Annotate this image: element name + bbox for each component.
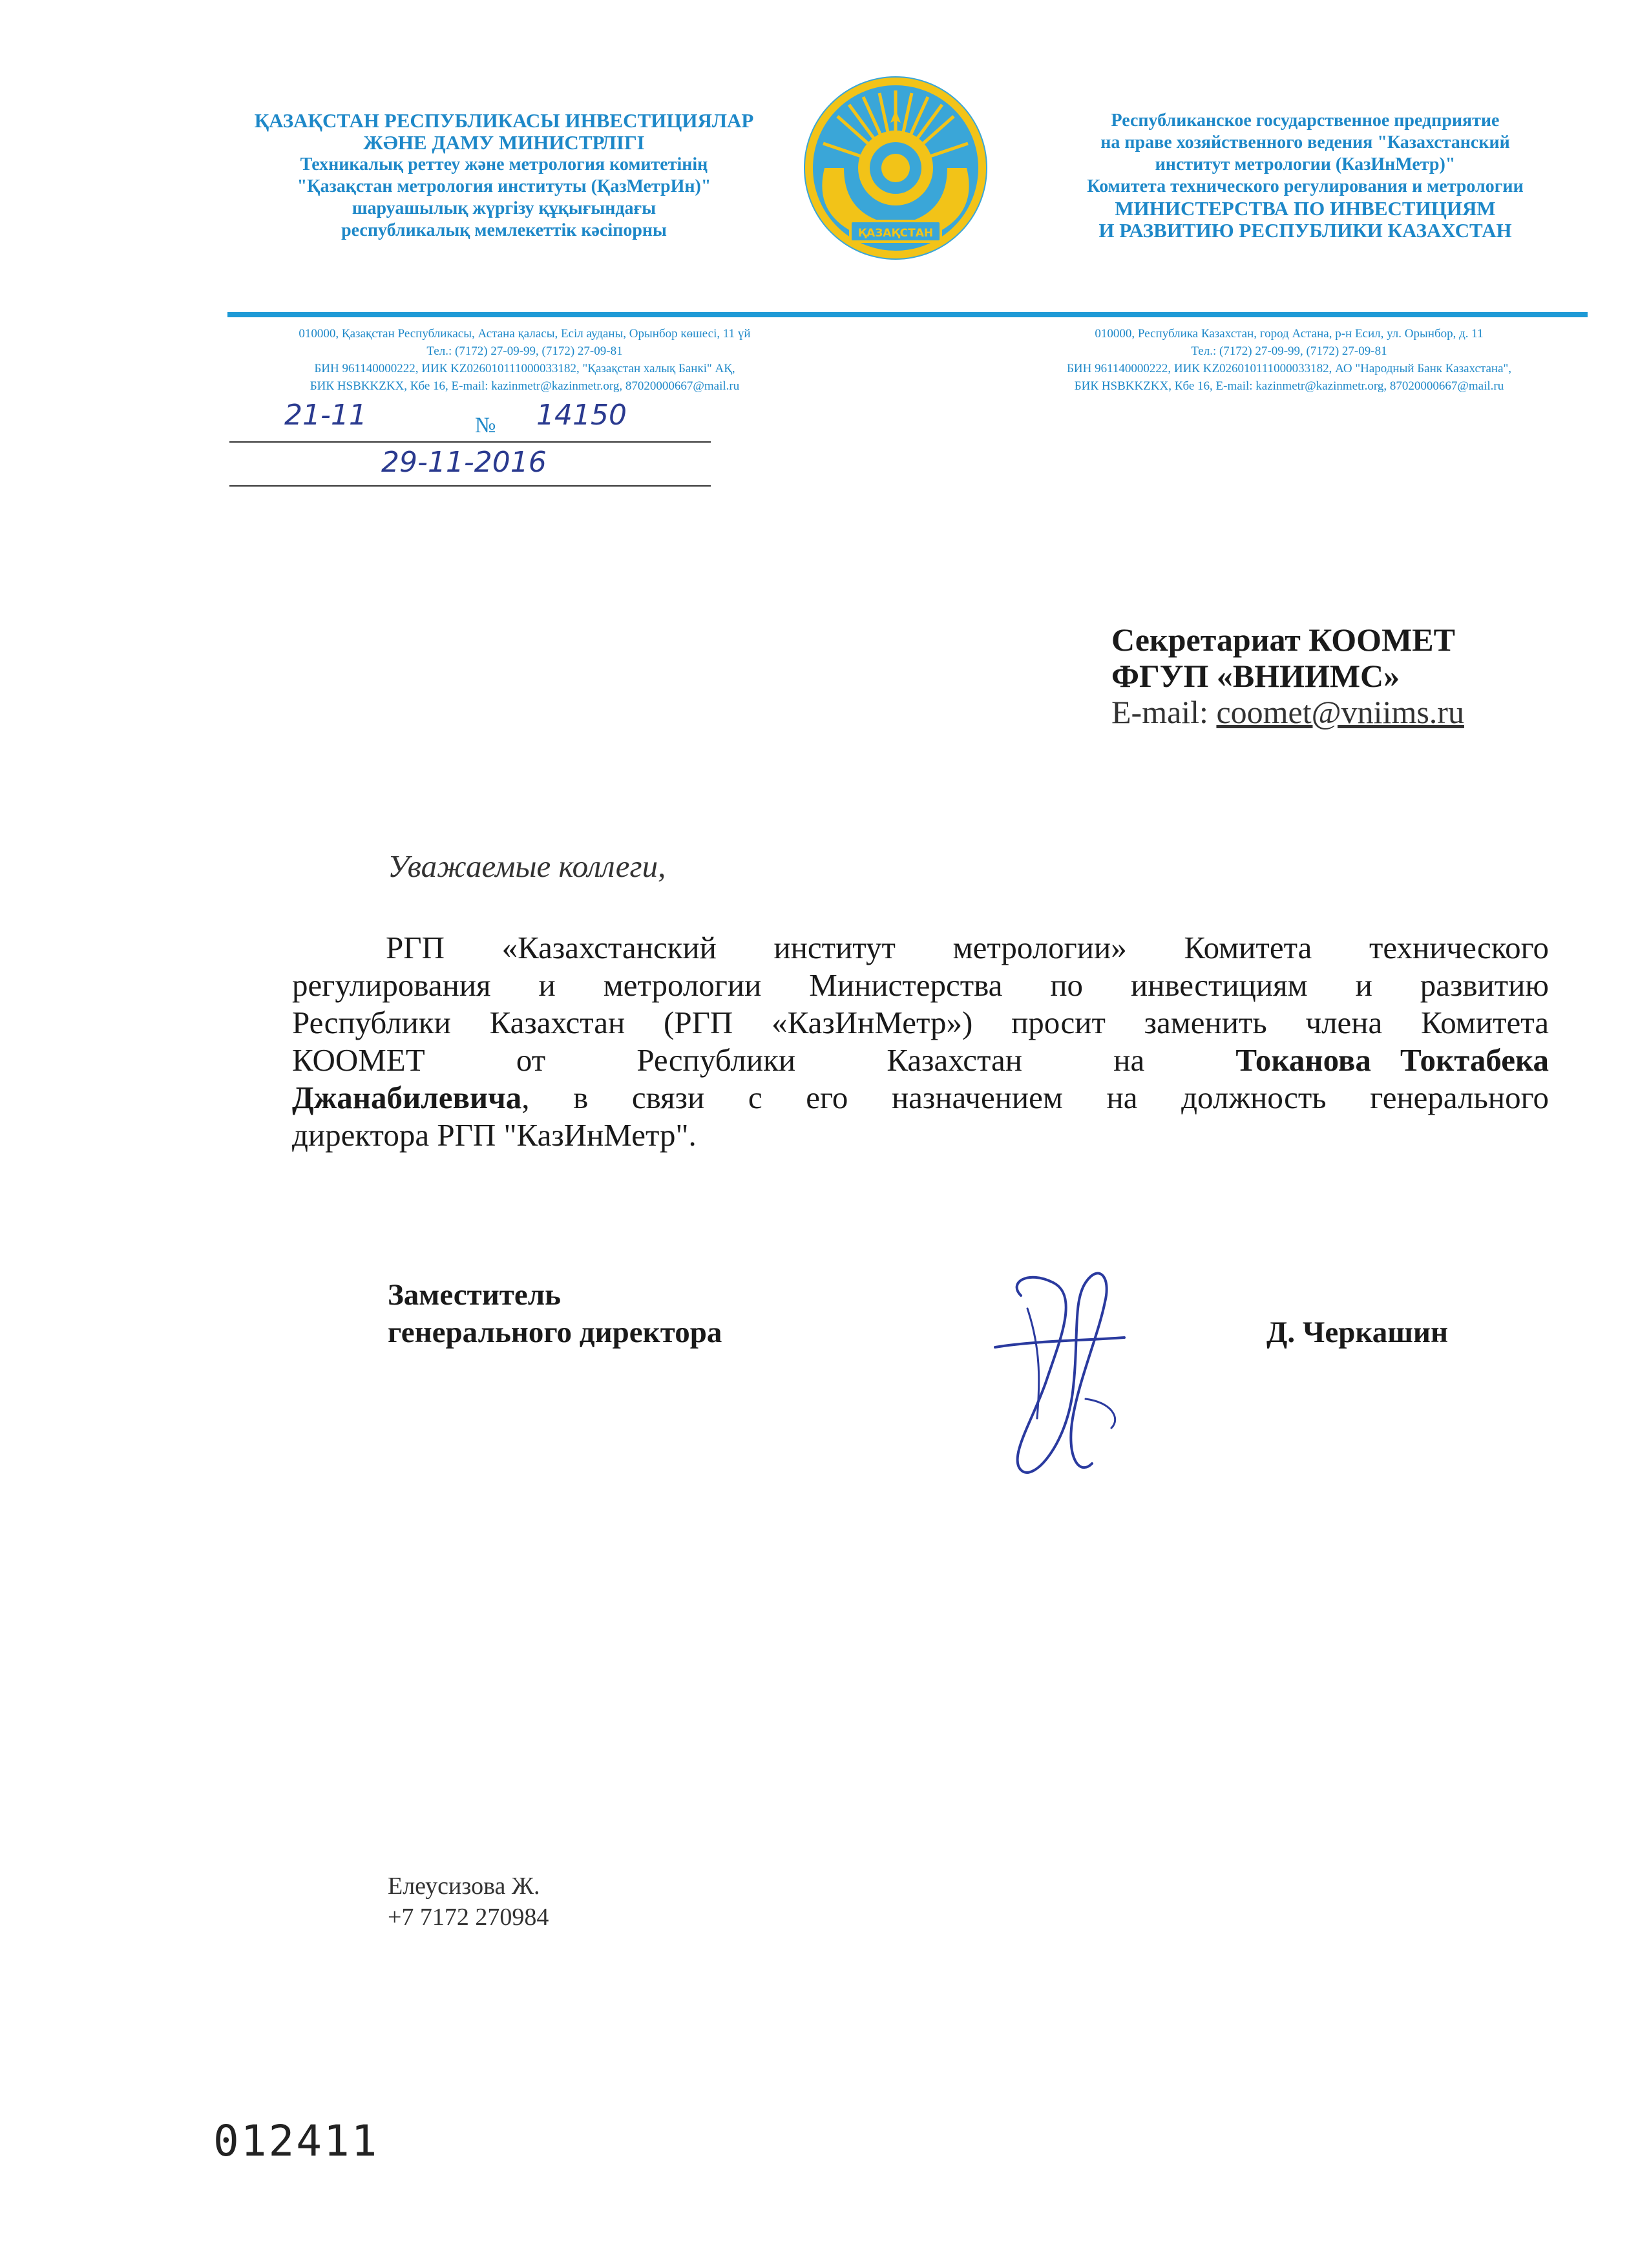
body-line [292, 929, 1549, 967]
executor-phone: +7 7172 270984 [388, 1904, 549, 1931]
outgoing-code: 21-11 [284, 399, 367, 432]
date-underline [229, 485, 711, 487]
address-left-line: 010000, Қазақстан Республикасы, Астана қаласы, Есіл ауданы, Орынбор көшесі, 11 үй [299, 327, 751, 341]
recipient-email-row [1111, 694, 1464, 730]
executor-block [388, 1871, 549, 1933]
body-text: Республики Казахстан (РГП «КазИнМетр») просит заменить члена Комитета [292, 1005, 1549, 1040]
address-left-line: БИК HSBKKZKX, Кбе 16, E-mail: kazinmetr@kazinmetr.org, 87020000667@mail.ru [310, 379, 740, 393]
outgoing-number: 14150 [536, 399, 627, 432]
address-left-line: БИН 961140000222, ИИК KZ026010111000033182, "Қазақстан халық Банкі" АҚ, [314, 362, 735, 375]
person-patronymic: Джанабилевича [292, 1080, 522, 1115]
body-line [292, 1079, 1549, 1117]
header-left [213, 110, 795, 242]
recipient-line1: Секретариат КООМЕТ [1111, 622, 1455, 658]
header-left-line: ҚАЗАҚСТАН РЕСПУБЛИКАСЫ ИНВЕСТИЦИЯЛАР [254, 109, 754, 132]
body-text: РГП «Казахстанский институт метрологии» Комитета технического [386, 930, 1549, 965]
body-line [292, 967, 1549, 1004]
emblem-label: ҚАЗАҚСТАН [857, 227, 934, 240]
salutation: Уважаемые коллеги, [388, 848, 666, 884]
signatory-title [388, 1276, 722, 1351]
executor-name: Елеусизова Ж. [388, 1873, 540, 1900]
person-name: Токанова Токтабека [1235, 1042, 1549, 1078]
header-right-line: МИНИСТЕРСТВА ПО ИНВЕСТИЦИЯМ [1115, 197, 1496, 220]
header-right-line: на праве хозяйственного ведения "Казахстанский [1100, 132, 1510, 152]
recipient-block [1111, 622, 1464, 730]
body-text: регулирования и метрологии Министерства по инвестициям и развитию [292, 967, 1549, 1003]
body-text: , в связи с его назначением на должность генерального [521, 1080, 1549, 1115]
address-right-line: БИК HSBKKZKX, Кбе 16, E-mail: kazinmetr@kazinmetr.org, 87020000667@mail.ru [1074, 379, 1504, 393]
body-line [292, 1117, 1549, 1154]
header-right-line: институт метрологии (КазИнМетр)" [1155, 154, 1456, 174]
recipient-email-link[interactable]: coomet@vniims.ru [1216, 694, 1464, 730]
signatory-title-line1: Заместитель [388, 1278, 561, 1312]
header-left-line: республикалық мемлекеттік кәсіпорны [341, 220, 667, 240]
letter-body [292, 929, 1549, 1154]
address-right-line: БИН 961140000222, ИИК KZ026010111000033182, АО "Народный Банк Казахстана", [1066, 362, 1512, 375]
recipient-email-label: E-mail: [1111, 694, 1217, 730]
header-right-line: И РАЗВИТИЮ РЕСПУБЛИКИ КАЗАХСТАН [1098, 219, 1512, 242]
outgoing-date: 29-11-2016 [381, 446, 547, 479]
header-left-line: Техникалық реттеу және метрология комитетінің [300, 154, 708, 174]
body-line [292, 1004, 1549, 1042]
document-number: 012411 [213, 2116, 379, 2166]
address-right-line: 010000, Республика Казахстан, город Астана, р-н Есил, ул. Орынбор, д. 11 [1095, 327, 1484, 341]
address-right [992, 325, 1586, 395]
header-right-line: Комитета технического регулирования и метрологии [1087, 176, 1524, 196]
header-left-line: шаруашылық жүргізу құқығындағы [352, 198, 656, 218]
header-left-line: "Қазақстан метрология институты (ҚазМетрИн)" [297, 176, 711, 196]
header-rule [227, 312, 1588, 317]
number-label: № [475, 414, 496, 437]
body-text: КООМЕТ от Республики Казахстан на [292, 1042, 1236, 1078]
address-left-line: Тел.: (7172) 27-09-99, (7172) 27-09-81 [426, 344, 623, 358]
header-right [1014, 110, 1596, 242]
address-left [227, 325, 822, 395]
state-emblem [799, 71, 993, 265]
handwritten-signature [982, 1250, 1137, 1489]
body-line [292, 1042, 1549, 1079]
signatory-name: Д. Черкашин [1266, 1316, 1449, 1349]
recipient-line2: ФГУП «ВНИИМС» [1111, 658, 1400, 694]
body-text: директора РГП "КазИнМетр". [292, 1117, 697, 1153]
emblem-icon [799, 71, 993, 265]
number-underline [229, 441, 711, 443]
address-right-line: Тел.: (7172) 27-09-99, (7172) 27-09-81 [1191, 344, 1387, 358]
header-right-line: Республиканское государственное предприятие [1111, 110, 1500, 131]
header-left-line: ЖӘНЕ ДАМУ МИНИСТРЛІГІ [363, 131, 645, 154]
signatory-title-line2: генерального директора [388, 1316, 722, 1349]
